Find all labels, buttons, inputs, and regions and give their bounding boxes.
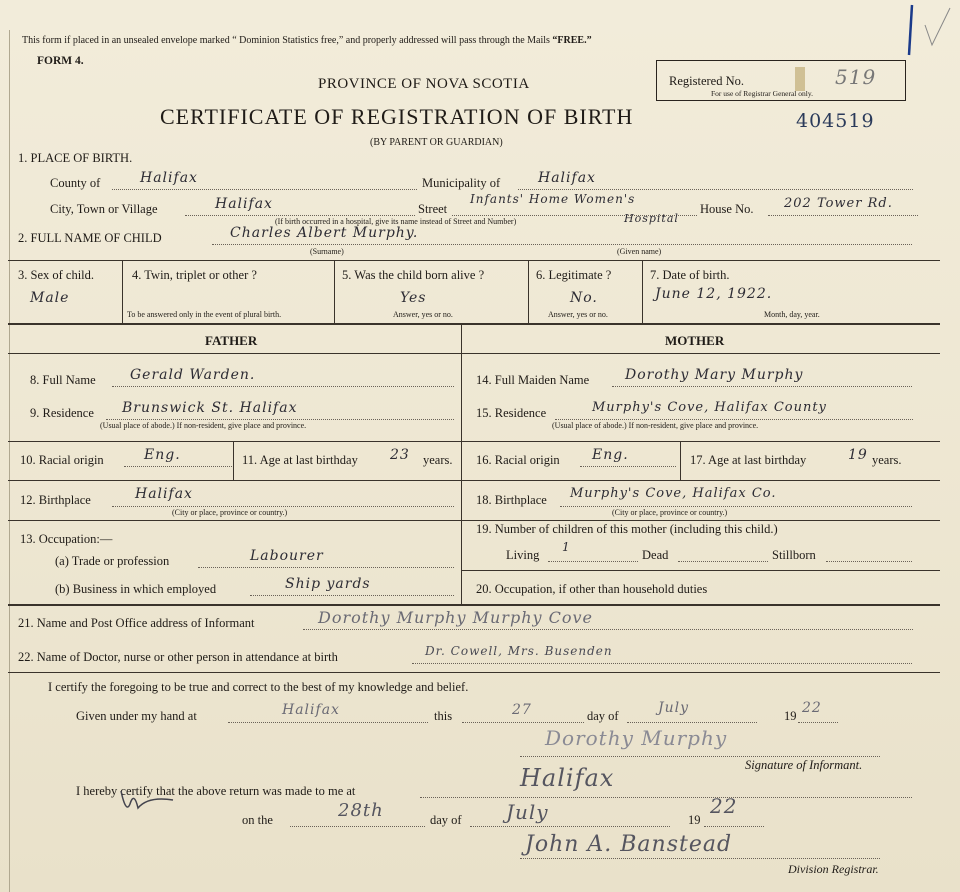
sex-value: Male: [30, 290, 70, 306]
mother-heading: MOTHER: [665, 333, 725, 348]
trade-line: [198, 567, 454, 568]
trade-value: Labourer: [250, 548, 324, 564]
child-name-label: 2. FULL NAME OF CHILD: [18, 231, 162, 245]
mother-racial-label: 16. Racial origin: [476, 453, 560, 467]
return-day-of-label: day of: [430, 813, 462, 827]
parents-header-border: [8, 353, 940, 354]
this-label: this: [434, 709, 453, 723]
business-line: [250, 595, 454, 596]
sex-label: 3. Sex of child.: [18, 268, 95, 282]
row-divider: [462, 570, 940, 571]
parents-bottom-border: [8, 604, 940, 606]
birth-date-note: Month, day, year.: [764, 310, 820, 319]
father-racial-label: 10. Racial origin: [20, 453, 104, 467]
mother-residence-value: Murphy's Cove, Halifax County: [592, 400, 827, 415]
street-value: Infants' Home Women's: [470, 192, 636, 206]
day-line: [462, 722, 584, 723]
house-label: House No.: [700, 202, 754, 216]
hospital-note: (If birth occurred in a hospital, give its name instead of Street and Number): [275, 217, 517, 226]
mother-name-line: [612, 386, 912, 387]
mother-birthplace-line: [560, 506, 912, 507]
stillborn-label: Stillborn: [772, 548, 816, 562]
row-divider: [462, 520, 940, 521]
stillborn-line: [826, 561, 912, 562]
registrar-use-note: For use of Registrar General only.: [711, 89, 813, 98]
return-year-value: 22: [710, 794, 738, 818]
dead-line: [678, 561, 768, 562]
mother-birthplace-label: 18. Birthplace: [476, 493, 547, 507]
mother-birthplace-value: Murphy's Cove, Halifax Co.: [570, 486, 777, 501]
county-line: [112, 189, 417, 190]
certify-text: I certify the foregoing to be true and correct to the best of my knowledge and belief.: [48, 680, 469, 694]
children-count-label: 19. Number of children of this mother (including this child.): [476, 522, 778, 536]
doctor-line: [412, 663, 912, 664]
twin-note: To be answered only in the event of plural birth.: [127, 310, 282, 319]
year-line: [798, 722, 838, 723]
registrar-signature-line: [520, 858, 880, 859]
twin-label: 4. Twin, triplet or other ?: [132, 268, 257, 282]
mother-residence-line: [555, 419, 913, 420]
year-value: 22: [802, 700, 822, 716]
father-birthplace-value: Halifax: [135, 486, 193, 502]
mother-years-label: years.: [872, 453, 902, 467]
registrar-signature: John A. Banstead: [525, 832, 733, 857]
county-value: Halifax: [140, 170, 198, 186]
col-divider: [233, 442, 234, 480]
return-year-prefix: 19: [688, 813, 701, 827]
mail-notice: This form if placed in an unsealed envelope marked “ Dominion Statistics free,” and properly addressed will pass through the Mails “FREE.”: [22, 35, 592, 46]
mother-racial-line: [580, 466, 676, 467]
month-value: July: [658, 700, 690, 716]
registered-box: [656, 60, 906, 101]
municipality-value: Halifax: [538, 170, 596, 186]
mother-age-label: 17. Age at last birthday: [690, 453, 807, 467]
street-extra-value: Hospital: [624, 212, 679, 225]
father-heading: FATHER: [205, 333, 258, 348]
return-month-value: July: [506, 800, 549, 824]
street-label: Street: [418, 202, 448, 216]
city-label: City, Town or Village: [50, 202, 158, 216]
mother-racial-value: Eng.: [592, 447, 629, 463]
row-divider: [8, 441, 940, 442]
return-day-value: 28th: [338, 800, 384, 821]
city-value: Halifax: [215, 196, 273, 212]
county-label: County of: [50, 176, 101, 190]
subtitle: (BY PARENT OR GUARDIAN): [370, 137, 503, 148]
on-the-label: on the: [242, 813, 273, 827]
house-line: [768, 215, 918, 216]
given-place-value: Halifax: [282, 702, 340, 718]
row-divider: [8, 520, 462, 521]
trade-label: (a) Trade or profession: [55, 554, 170, 568]
father-name-value: Gerald Warden.: [130, 367, 256, 383]
father-birthplace-line: [112, 506, 454, 507]
mother-residence-label: 15. Residence: [476, 406, 547, 420]
day-of-label: day of: [587, 709, 619, 723]
page-left-edge: [9, 30, 10, 892]
mother-age-value: 19: [848, 447, 868, 463]
return-day-line: [290, 826, 425, 827]
col-divider: [528, 261, 529, 323]
father-birthplace-label: 12. Birthplace: [20, 493, 91, 507]
father-residence-line: [106, 419, 454, 420]
legitimate-value: No.: [570, 290, 598, 306]
informant-value: Dorothy Murphy Murphy Cove: [318, 608, 593, 627]
registrar-mark: [118, 786, 178, 816]
legitimate-note: Answer, yes or no.: [548, 310, 608, 319]
mother-name-value: Dorothy Mary Murphy: [625, 367, 804, 383]
given-name-label: (Given name): [617, 247, 662, 256]
child-name-value: Charles Albert Murphy.: [230, 225, 419, 241]
place-of-birth-heading: 1. PLACE OF BIRTH.: [18, 151, 133, 165]
pencil-check-mark: [895, 0, 955, 70]
page-title: CERTIFICATE OF REGISTRATION OF BIRTH: [160, 104, 634, 129]
given-place-line: [228, 722, 428, 723]
alive-value: Yes: [400, 290, 427, 306]
father-name-label: 8. Full Name: [30, 373, 96, 387]
father-age-label: 11. Age at last birthday: [242, 453, 358, 467]
parents-divider: [461, 325, 462, 605]
birth-date-label: 7. Date of birth.: [650, 268, 730, 282]
father-birthplace-note: (City or place, province or country.): [172, 508, 288, 517]
city-line: [185, 215, 415, 216]
doctor-value: Dr. Cowell, Mrs. Busenden: [425, 644, 613, 658]
business-value: Ship yards: [285, 576, 371, 592]
stamp-number: 404519: [796, 110, 875, 132]
municipality-label: Municipality of: [422, 176, 501, 190]
mother-residence-note: (Usual place of abode.) If non-resident, give place and province.: [552, 421, 759, 430]
doctor-label: 22. Name of Doctor, nurse or other person in attendance at birth: [18, 650, 338, 664]
father-racial-value: Eng.: [144, 447, 181, 463]
house-value: 202 Tower Rd.: [784, 196, 893, 211]
signature-label: Signature of Informant.: [745, 758, 863, 772]
occupation-label: 13. Occupation:—: [20, 532, 113, 546]
return-place-value: Halifax: [520, 764, 615, 792]
given-label: Given under my hand at: [76, 709, 197, 723]
return-year-line: [704, 826, 764, 827]
registrar-label: Division Registrar.: [788, 862, 879, 876]
mother-name-label: 14. Full Maiden Name: [476, 373, 590, 387]
father-years-label: years.: [423, 453, 453, 467]
informant-signature: Dorothy Murphy: [545, 726, 728, 750]
informant-label: 21. Name and Post Office address of Informant: [18, 616, 255, 630]
registered-label: Registered No.: [669, 74, 744, 88]
dead-label: Dead: [642, 548, 669, 562]
father-racial-line: [124, 466, 232, 467]
living-label: Living: [506, 548, 540, 562]
alive-label: 5. Was the child born alive ?: [342, 268, 485, 282]
month-line: [627, 722, 757, 723]
return-text: I hereby certify that the above return was made to me at: [76, 784, 356, 798]
registered-number: 519: [835, 65, 877, 89]
return-month-line: [470, 826, 670, 827]
stamp-mark: [795, 67, 805, 91]
surname-label: (Surname): [310, 247, 344, 256]
father-name-line: [112, 386, 454, 387]
col-divider: [642, 261, 643, 323]
col-divider: [680, 442, 681, 480]
father-age-value: 23: [390, 447, 410, 463]
row-divider: [8, 672, 940, 673]
col-divider: [122, 261, 123, 323]
legitimate-label: 6. Legitimate ?: [536, 268, 612, 282]
form-number: FORM 4.: [37, 55, 84, 67]
father-residence-label: 9. Residence: [30, 406, 94, 420]
return-place-line: [420, 797, 912, 798]
birth-date-value: June 12, 1922.: [655, 286, 773, 302]
mother-birthplace-note: (City or place, province or country.): [612, 508, 728, 517]
child-name-line: [212, 244, 912, 245]
living-line: [548, 561, 638, 562]
province-heading: PROVINCE OF NOVA SCOTIA: [318, 76, 530, 92]
living-value: 1: [562, 540, 571, 554]
father-residence-value: Brunswick St. Halifax: [122, 400, 298, 416]
col-divider: [334, 261, 335, 323]
municipality-line: [518, 189, 913, 190]
business-label: (b) Business in which employed: [55, 582, 217, 596]
year-prefix: 19: [784, 709, 797, 723]
alive-note: Answer, yes or no.: [393, 310, 453, 319]
signature-line: [520, 756, 880, 757]
father-residence-note: (Usual place of abode.) If non-resident, give place and province.: [100, 421, 307, 430]
row-divider: [8, 260, 940, 261]
parents-top-border: [8, 323, 940, 325]
mother-occupation-label: 20. Occupation, if other than household duties: [476, 582, 708, 596]
day-value: 27: [512, 702, 532, 718]
informant-line: [303, 629, 913, 630]
row-divider: [8, 480, 940, 481]
